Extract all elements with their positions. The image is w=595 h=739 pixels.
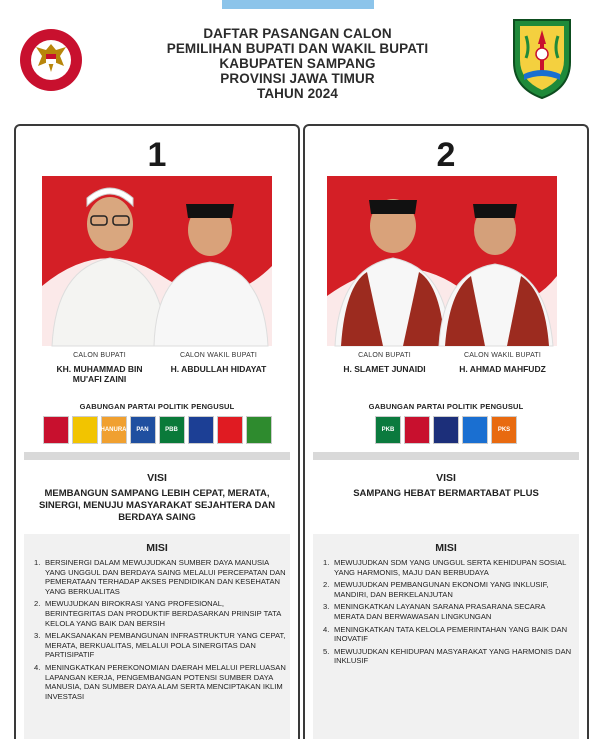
candidate-role: CALON WAKIL BUPATI	[179, 352, 258, 359]
sampang-crest-logo	[508, 14, 576, 100]
pan-sun-icon: PAN	[130, 416, 156, 444]
demokrat-mercy-icon	[188, 416, 214, 444]
ppp-kaaba-icon	[246, 416, 272, 444]
golkar-tree-icon	[72, 416, 98, 444]
misi-item: 3. MELAKSANAKAN PEMBANGUNAN INFRASTRUKTUR YANG CEPAT, MERATA, BERKUALITAS, MELALUI POLA SINERGITAS DAN PARTISIPATIF	[34, 631, 286, 660]
visi-text: MEMBANGUN SAMPANG LEBIH CEPAT, MERATA, SINERGI, MENUJU MASYARAKAT SEJAHTERA DAN BERDAYA SAING	[38, 488, 276, 523]
candidate-name: H. AHMAD MAHFUDZ	[459, 364, 546, 374]
candidate-card-1	[14, 124, 300, 739]
wakil-candidate	[445, 352, 560, 374]
kpu-logo	[18, 15, 84, 100]
coalition-label: GABUNGAN PARTAI POLITIK PENGUSUL	[79, 402, 235, 411]
candidate-name: KH. MUHAMMAD BIN MU'AFI ZAINI	[56, 364, 143, 384]
header-line-3: KABUPATEN SAMPANG	[219, 56, 376, 71]
garuda-emblem-icon	[18, 15, 84, 100]
coalition-label: GABUNGAN PARTAI POLITIK PENGUSUL	[368, 402, 524, 411]
bupati-candidate	[327, 352, 442, 374]
divider	[24, 452, 290, 460]
gerindra-garuda-icon	[404, 416, 430, 444]
top-accent-bar	[222, 0, 374, 9]
misi-item: 1. MEWUJUDKAN SDM YANG UNGGUL SERTA KEHIDUPAN SOSIAL YANG HARMONIS, MAJU DAN BERBUDAYA	[323, 558, 567, 577]
misi-item: 4. MENINGKATKAN PEREKONOMIAN DAERAH MELALUI PERLUASAN LAPANGAN KERJA, PENGEMBANGAN POTENSI SUMBER DAYA MANUSIA, DAN SUMBER DAYA ALAM SERTA MENCIPTAKAN IKLIM INVESTASI	[34, 662, 286, 701]
candidate-name: H. SLAMET JUNAIDI	[343, 364, 426, 374]
misi-item: 2. MEWUJUDKAN PEMBANGUNAN EKONOMI YANG INKLUSIF, MANDIRI, DAN BERKELANJUTAN	[323, 580, 549, 599]
pks-crescent-icon: PKS	[491, 416, 517, 444]
header-line-5: TAHUN 2024	[256, 86, 339, 101]
kpu-text-top: KOMISI	[18, 15, 42, 22]
visi-heading: VISI	[436, 472, 456, 484]
candidate-role: CALON BUPATI	[73, 352, 126, 359]
misi-item: 2. MEWUJUDKAN BIROKRASI YANG PROFESIONAL, BERINTEGRITAS DAN PRODUKTIF BERDASARKAN PRINSIP TATA KELOLA YANG BAIK DAN BERSIH	[34, 599, 281, 628]
misi-heading: MISI	[435, 542, 457, 554]
bupati-candidate	[42, 352, 157, 384]
misi-list	[323, 558, 575, 669]
pbb-crescent-icon: PBB	[159, 416, 185, 444]
perindo-icon	[462, 416, 488, 444]
candidate-number: 2	[436, 136, 456, 174]
pdip-bull-icon	[43, 416, 69, 444]
misi-item: 1. BERSINERGI DALAM MEWUJUDKAN SUMBER DAYA MANUSIA YANG UNGGUL DAN BERDAYA SAING MELALUI PERCEPATAN DAN PEMERATAAN TERHADAP AKSES PENDIDIKAN DAN KESEHATAN YANG BERKUALITAS	[34, 558, 286, 596]
candidate-card-2	[303, 124, 589, 739]
misi-heading: MISI	[146, 542, 168, 554]
divider	[313, 452, 579, 460]
document-header	[120, 26, 475, 101]
candidate-number: 1	[147, 136, 167, 174]
visi-heading: VISI	[147, 472, 167, 484]
candidate-photo	[42, 176, 272, 346]
party-logos	[305, 416, 587, 444]
candidate-photo	[327, 176, 557, 346]
nasdem-icon	[433, 416, 459, 444]
misi-list	[34, 558, 286, 704]
misi-item: 5. MEWUJUDKAN KEHIDUPAN MASYARAKAT YANG HARMONIS DAN INKLUSIF	[323, 646, 572, 666]
sampang-regency-crest-icon	[508, 14, 576, 100]
header-line-1: DAFTAR PASANGAN CALON	[203, 26, 392, 41]
hanura-icon: HANURA	[101, 416, 127, 444]
wakil-candidate	[161, 352, 276, 374]
header-line-2: PEMILIHAN BUPATI DAN WAKIL BUPATI	[166, 41, 429, 56]
candidate-role: CALON BUPATI	[358, 352, 411, 359]
header-line-4: PROVINSI JAWA TIMUR	[220, 71, 375, 86]
party-logos	[16, 416, 298, 444]
visi-text: SAMPANG HEBAT BERMARTABAT PLUS	[353, 488, 539, 499]
candidate-name: H. ABDULLAH HIDAYAT	[170, 364, 267, 374]
candidate-role: CALON WAKIL BUPATI	[463, 352, 542, 359]
misi-item: 4. MENINGKATKAN TATA KELOLA PEMERINTAHAN YANG BAIK DAN INOVATIF	[323, 624, 568, 644]
buruh-icon	[217, 416, 243, 444]
pkb-globe-icon: PKB	[375, 416, 401, 444]
misi-item: 3. MENINGKATKAN LAYANAN SARANA PRASARANA SECARA MERATA DAN BERWAWASAN LINGKUNGAN	[323, 602, 545, 621]
